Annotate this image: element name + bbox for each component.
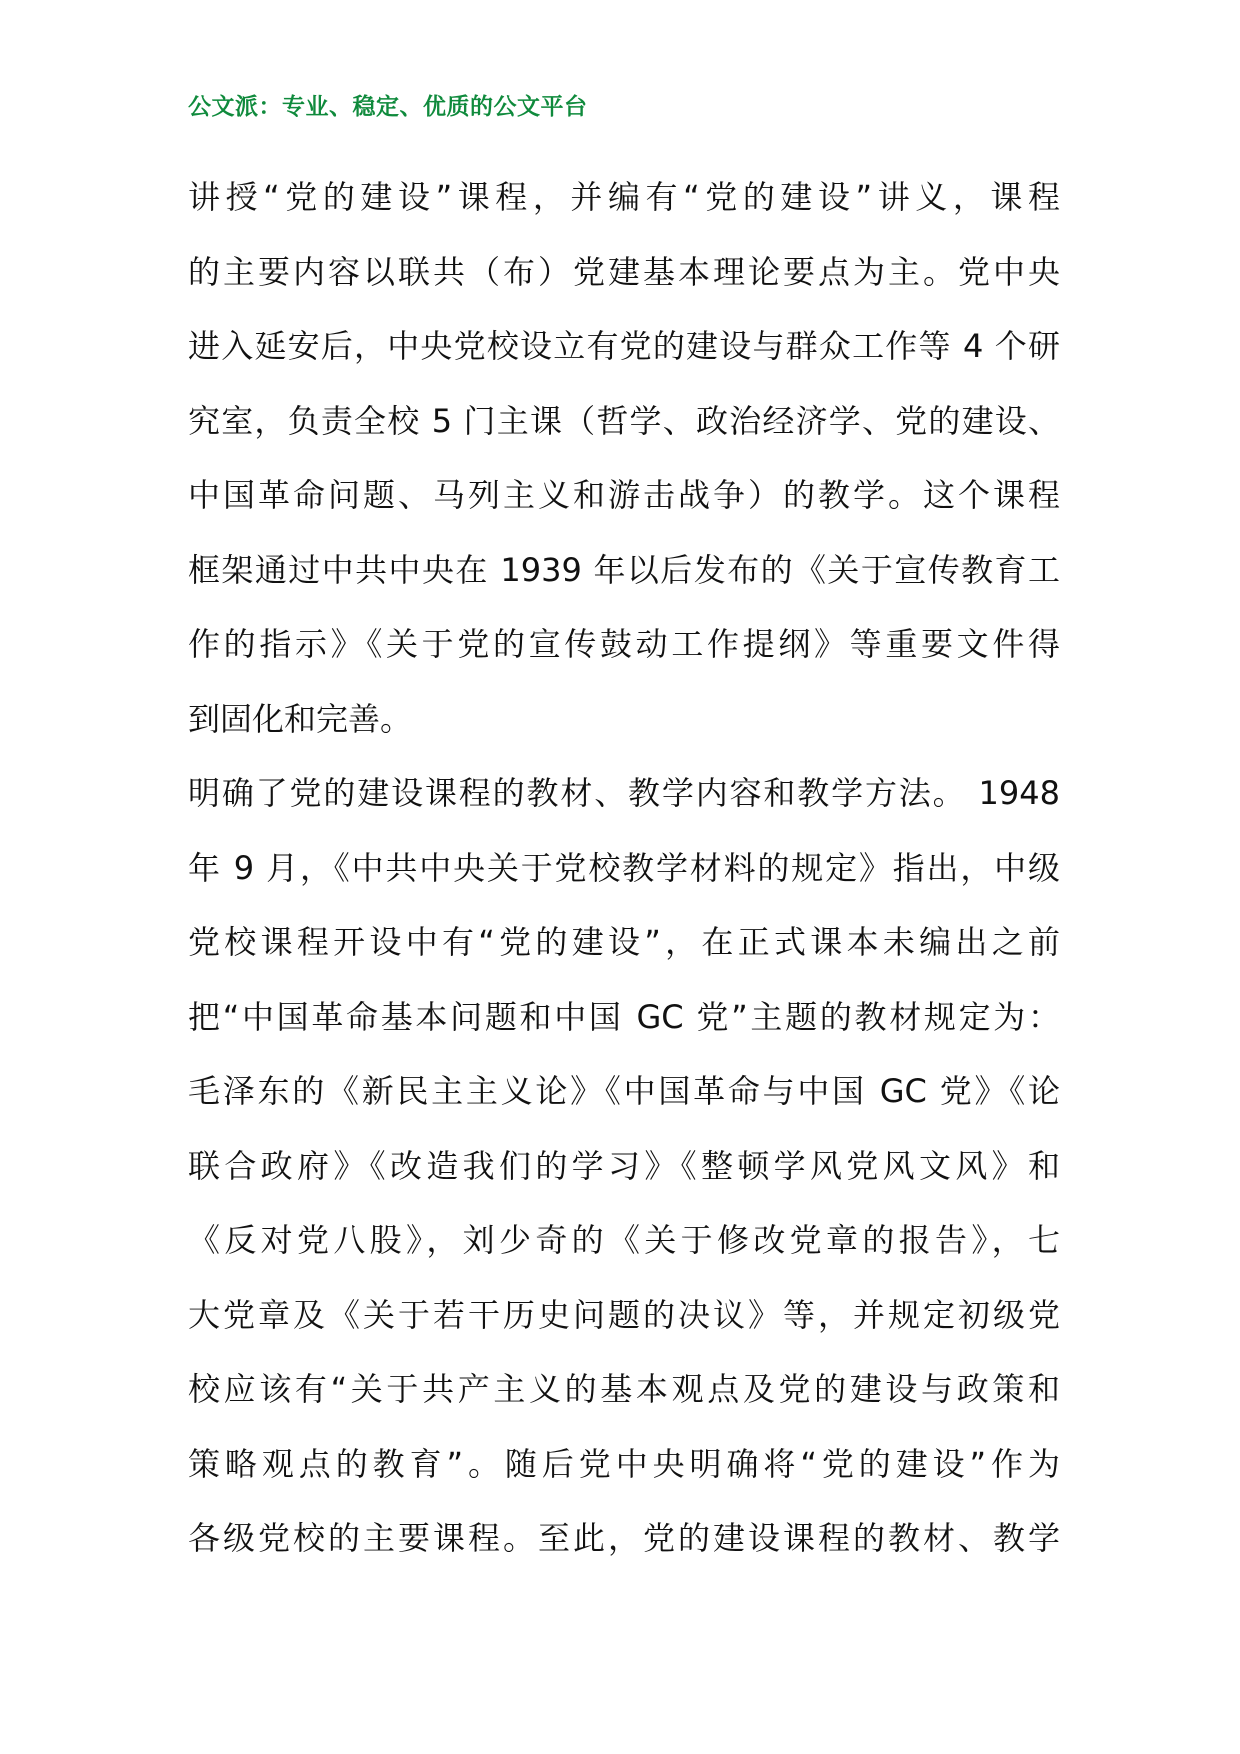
text-line: 中国革命问题、马列主义和游击战争）的教学。这个课程 — [188, 476, 1060, 514]
header-title: 公文派：专业、稳定、优质的公文平台 — [188, 93, 588, 120]
text-line: 把“中国革命基本问题和中国 GC 党”主题的教材规定为： — [188, 997, 1060, 1036]
text-line: 大党章及《关于若干历史问题的决议》等，并规定初级党 — [188, 1295, 1060, 1334]
paragraph-2 — [188, 762, 1060, 1582]
paragraph-1 — [188, 166, 1060, 762]
text-line: 进入延安后，中央党校设立有党的建设与群众工作等 4 个研 — [188, 327, 1060, 365]
text-line: 作的指示》《关于党的宣传鼓动工作提纲》等重要文件得 — [188, 625, 1060, 663]
text-line: 框架通过中共中央在 1939 年以后发布的《关于宣传教育工 — [188, 550, 1060, 589]
document-body — [188, 166, 1060, 1582]
text-line: 毛泽东的《新民主主义论》《中国革命与中国 GC 党》《论 — [188, 1072, 1060, 1110]
text-line: 的主要内容以联共（布）党建基本理论要点为主。党中央 — [188, 252, 1060, 291]
text-line: 联合政府》《改造我们的学习》《整顿学风党风文风》和 — [188, 1146, 1060, 1185]
text-line: 校应该有“关于共产主义的基本观点及党的建设与政策和 — [188, 1370, 1060, 1408]
text-line: 各级党校的主要课程。至此，党的建设课程的教材、教学 — [188, 1519, 1060, 1557]
text-line: 究室，负责全校 5 门主课（哲学、政治经济学、党的建设、 — [188, 401, 1060, 440]
text-line: 策略观点的教育”。随后党中央明确将“党的建设”作为 — [188, 1444, 1060, 1483]
text-line: 《反对党八股》，刘少奇的《关于修改党章的报告》，七 — [188, 1221, 1060, 1259]
text-line: 党校课程开设中有“党的建设”，在正式课本未编出之前 — [188, 923, 1060, 961]
text-line: 年 9 月，《中共中央关于党校教学材料的规定》指出，中级 — [188, 848, 1060, 887]
text-line: 讲授“党的建设”课程，并编有“党的建设”讲义，课程 — [188, 178, 1060, 216]
text-line: 明确了党的建设课程的教材、教学内容和教学方法。 1948 — [188, 774, 1060, 812]
text-line: 到固化和完善。 — [188, 699, 413, 738]
